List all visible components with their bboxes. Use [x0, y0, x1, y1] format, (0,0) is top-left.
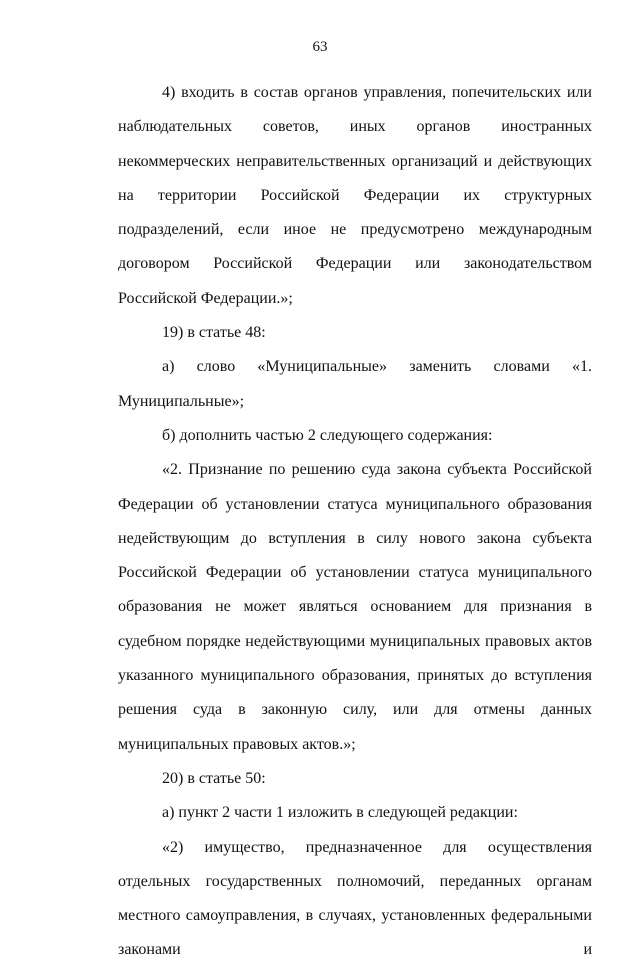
paragraph-item-20: 20) в статье 50: [162, 769, 266, 787]
paragraph-point-2-text: «2) имущество, предназначенное для осуществления отдельных государственных полномочий, переданных органам местного самоуправления, в случаях, установленных федеральными законами и [118, 838, 592, 959]
paragraph-subitem-a-50: а) пункт 2 части 1 изложить в следующей редакции: [162, 804, 518, 822]
paragraph-part-2-text: «2. Признание по решению суда закона субъекта Российской Федерации об установлении статуса муниципального образования недействующим до вступления в силу нового закона субъекта Российской Федерации об установлении статуса муниципального образования не может являться основанием для признания в судебном порядке недействующими муниципальных правовых актов указанного муниципального образования, принятых до вступления решения суда в законную силу, или для отмены данных муниципальных правовых актов.»; [118, 461, 592, 753]
page-number: 63 [312, 39, 328, 55]
document-body [118, 76, 592, 968]
paragraph-item-19: 19) в статье 48: [162, 324, 266, 342]
paragraph-subitem-a-48: а) слово «Муниципальные» заменить словами «1. Муниципальные»; [118, 358, 592, 410]
paragraph-item-4: 4) входить в состав органов управления, попечительских или наблюдательных советов, иных органов иностранных некоммерческих неправительственных организаций и действующих на территории Российской Федерации их структурных подразделений, если иное не предусмотрено международным договором Российской Федерации или законодательством Российской Федерации.»; [118, 84, 592, 307]
paragraph-subitem-b-48: б) дополнить частью 2 следующего содержания: [162, 426, 493, 444]
